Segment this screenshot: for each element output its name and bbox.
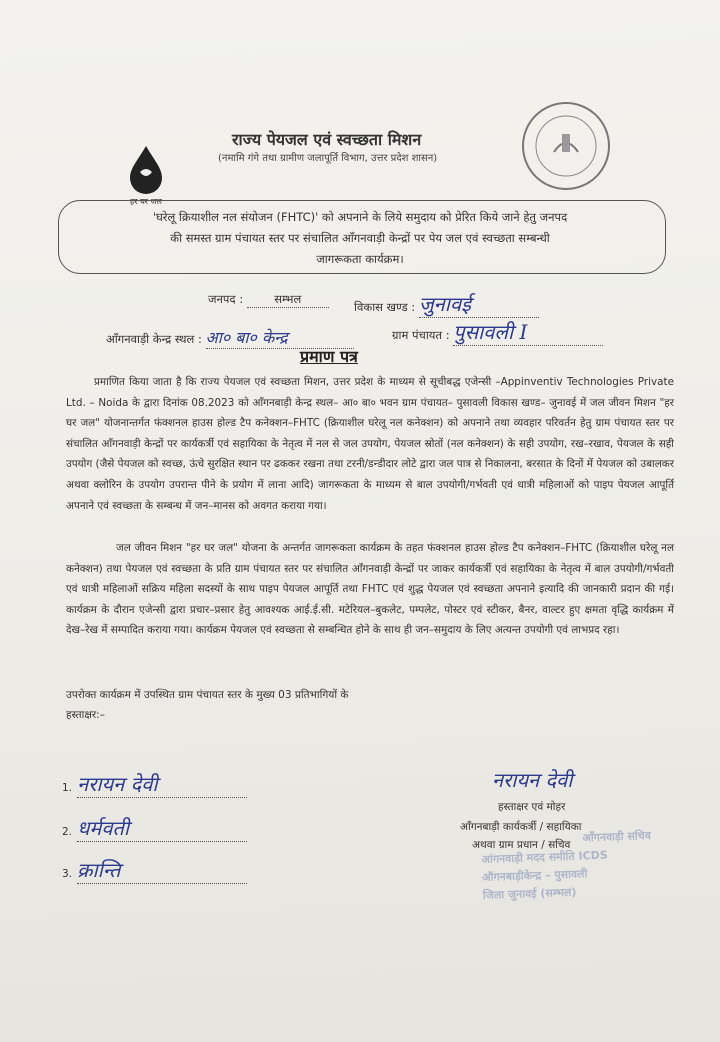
org-subtitle: (नमामि गंगे तथा ग्रामीण जलापूर्ति विभाग, उत्तर प्रदेश शासन) [218, 153, 438, 164]
stamp-line-3: ऑगनबाड़ीकेन्द्र – पुसावली [481, 867, 588, 884]
block-row [354, 290, 539, 318]
program-description [70, 207, 650, 270]
panchayat-label: ग्राम पंचायत : [392, 328, 450, 342]
logo-caption: हर घर जल [130, 197, 162, 206]
document-title: प्रमाण पत्र [300, 347, 358, 366]
participants-signature-label: हस्ताक्षर:– [66, 709, 105, 721]
org-title: राज्य पेयजल एवं स्वच्छता मिशन [232, 130, 422, 149]
signatory-line-2: आँगनबाड़ी कार्यकर्त्री / सहायिका [460, 821, 582, 833]
block-label: विकास खण्ड : [354, 300, 416, 314]
centre-label: ऑंगनवाड़ी केन्द्र स्थल : [106, 332, 202, 346]
participant-signature: क्रान्ति [77, 856, 247, 884]
stamp-line-4: जिला जुनावई (सम्भल) [482, 885, 577, 902]
stamp-line-1: आँगनवाड़ी सचिव [582, 829, 652, 845]
program-line-3: जागरूकता कार्यक्रम। [316, 252, 404, 266]
emblem-icon [524, 104, 608, 188]
district-row [208, 292, 329, 308]
stamp-line-2: आंगनवाड़ी मदद समीति ICDS [481, 848, 608, 866]
participant-number: 3. [62, 868, 73, 880]
certificate-paragraph-2: जल जीवन मिशन "हर घर जल" योजना के अन्तर्गत जागरूकता कार्यक्रम के तहत फंक्शनल हाउस होल्ड टैप कनेक्शन–FHTC (क्रियाशील घरेलू नल कनेक्शन) तथा पेयजल एवं स्वच्छता के प्रति ग्राम पंचायत स्तर पर संचालित आँगनवाड़ी केन्द्रों पर जाकर कार्यकर्त्री एवं सहायिका के नेतृत्व में बाल उपयोगी/गर्भवती एवं धात्री महिलाओं सक्रिय महिला सदस्यों के साथ पाइप पेयजल आपूर्ति तथा FHTC एवं शुद्ध पेयजल एवं स्वच्छता अपनाने इत्यादि की जानकारी प्रदान की गई। कार्यक्रम के दौरान एजेन्सी द्वारा प्रचार–प्रसार हेतु आवश्यक आई.ई.सी. मटेरियल–बुकलेट, पम्पलेट, पोस्टर एवं स्टीकर, बैनर, वाल्टर हुए क्षमता वृद्धि कार्यक्रम में देख–रेख में सम्पादित कराया गया। कार्यक्रम पेयजल एवं स्वच्छता से सम्बन्धित होने के साथ ही जन–समुदाय के लिए अत्यन्त उपयोगी एवं लाभप्रद रहा। [66, 542, 674, 637]
signatory-line-3: अथवा ग्राम प्रधान / सचिव [472, 839, 571, 851]
centre-value: आ० बा० केन्द्र [206, 326, 354, 349]
program-line-1: 'घरेलू क्रियाशील नल संयोजन (FHTC)' को अपनाने के लिये समुदाय को प्रेरित किये जाने हेतु जनपद [152, 210, 568, 224]
program-line-2: की समस्त ग्राम पंचायत स्तर पर संचालित आँगनवाड़ी केन्द्रों पर पेय जल एवं स्वच्छता सम्बन्धी [170, 231, 550, 245]
panchayat-value: पुसावली I [453, 318, 603, 346]
participants-intro: उपरोक्त कार्यक्रम में उपस्थित ग्राम पंचायत स्तर के मुख्य 03 प्रतिभागियों के [66, 689, 349, 701]
district-value: सम्भल [247, 292, 329, 308]
official-stamp [481, 827, 654, 913]
participant-number: 2. [62, 826, 73, 838]
participant-number: 1. [62, 782, 73, 794]
participant-3 [62, 856, 262, 884]
participant-1 [62, 770, 262, 798]
participant-signature: नरायन देवी [77, 770, 247, 798]
certificate-paragraph-1: प्रमाणित किया जाता है कि राज्य पेयजल एवं स्वच्छता मिशन, उत्तर प्रदेश के माध्यम से सूचीबद्ध एजेन्सी –Appinventiv Technologies Private Ltd. – Noida के द्वारा दिनांक 08.2023 को आँगनबाड़ी केन्द्र स्थल– आ० बा० भवन ग्राम पंचायत– पुसावली विकास खण्ड– जुनावई में जल जीवन मिशन "हर घर जल" योजनान्तर्गत फंक्शनल हाउस होल्ड टैप कनेक्शन–FHTC (क्रियाशील घरेलू नल कनेक्शन) को अपनाने तथा व्यवहार परिवर्तन हेतु ग्राम पंचायत स्तर पर संचालित आँगनवाड़ी केन्द्रों पर कार्यकर्त्री एवं सहायिका के नेतृत्व में नल से जल उपयोग, पेयजल स्रोतों (नल कनेक्शन) के सही उपयोग, रख–रखाव, पेयजल के सही उपयोग (जैसे पेयजल को स्वच्छ, ऊंचे सुरक्षित स्थान पर ढककर रखना तथा टरनी/डन्डीदार लोटे द्वारा जल पात्र से निकालना, बरसात के दिनों में पेयजल को उबालकर अथवा क्लोरिन के उपयोग उपरान्त पीने के प्रयोग में लाना आदि) जागरूकता के माध्यम से बाल उपयोगी/गर्भवती एवं धात्री महिलाओं को पाइप पेयजल आपूर्ति अपनाने एवं स्वच्छता के सम्बन्ध में जन–मानस को अवगत कराया गया। [66, 376, 674, 512]
water-drop-icon [118, 142, 174, 198]
up-govt-emblem [522, 102, 610, 190]
block-value: जुनावई [419, 290, 539, 318]
signatory-signature: नरायन देवी [492, 768, 573, 792]
participant-2 [62, 814, 262, 842]
participant-signature: धर्मवती [77, 814, 247, 842]
signatory-line-1: हस्ताक्षर एवं मोहर [498, 801, 566, 813]
district-label: जनपद : [208, 292, 244, 306]
panchayat-row [392, 318, 603, 346]
